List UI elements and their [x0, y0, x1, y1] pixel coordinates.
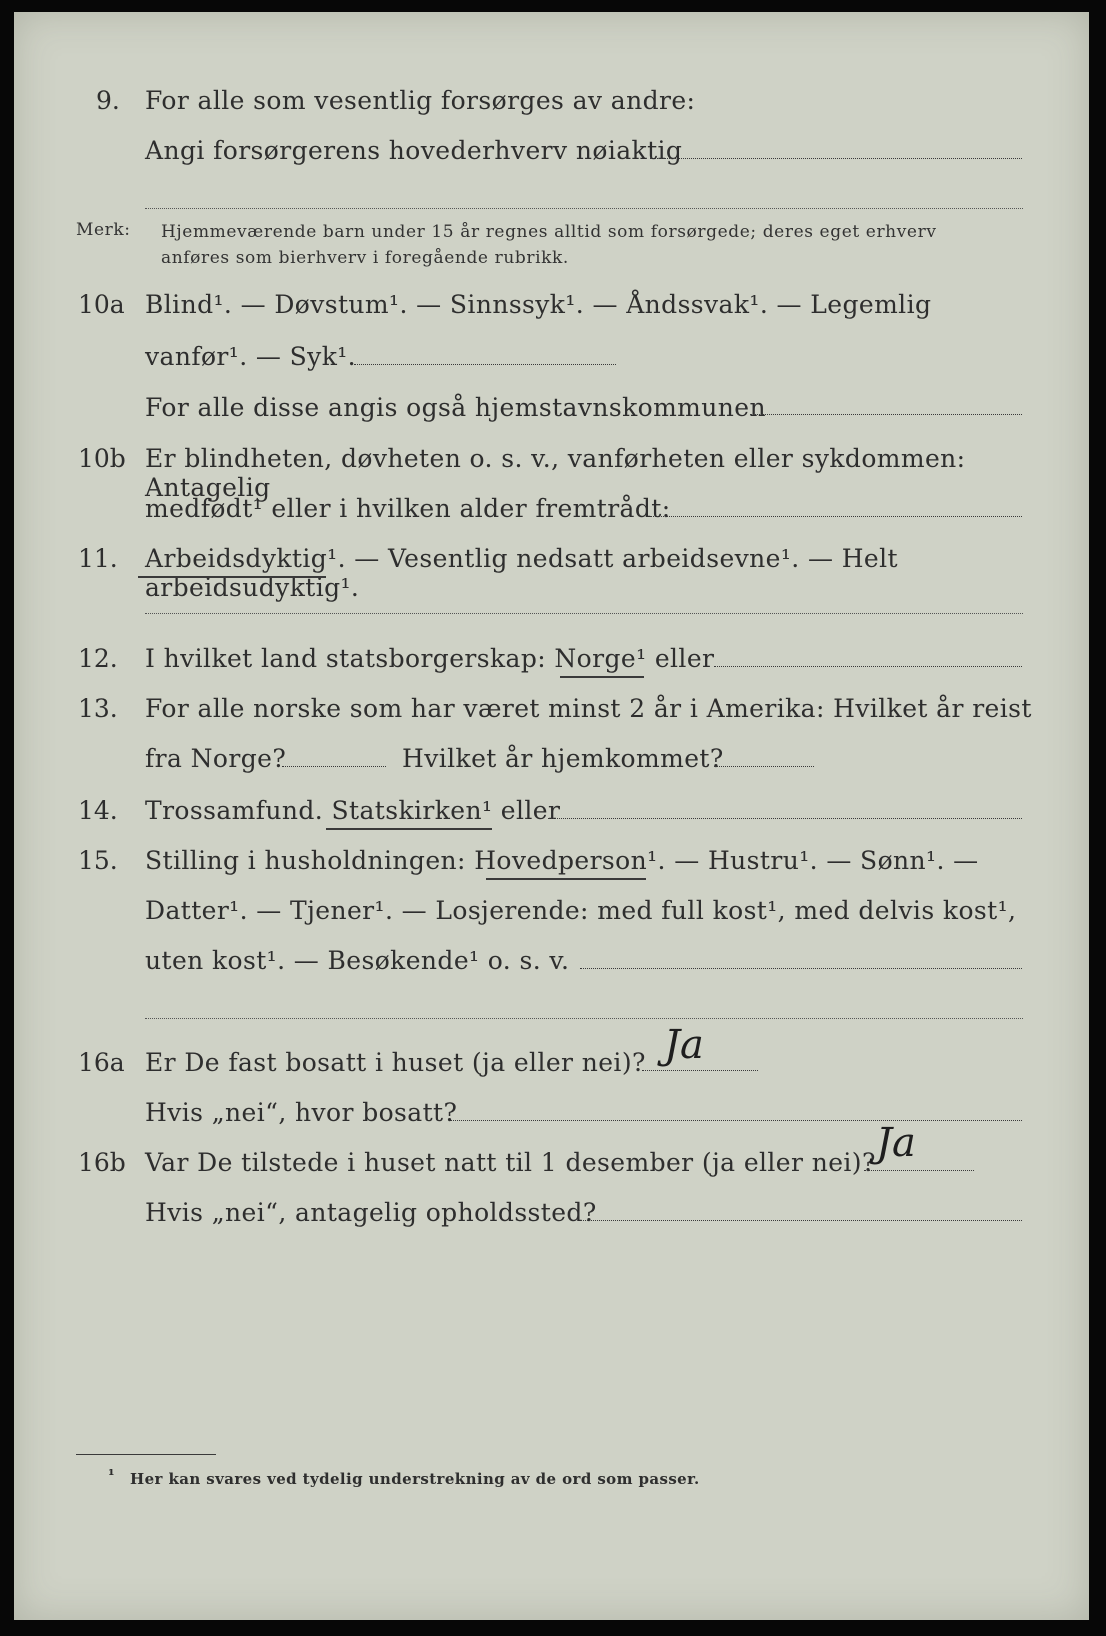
footnote-mark: ¹	[108, 1466, 115, 1484]
q13-line2a: fra Norge?	[145, 744, 287, 773]
q12-underline-norge	[560, 676, 644, 678]
q10a-syk-line[interactable]	[354, 364, 616, 365]
q15-line2: Datter¹. — Tjener¹. — Losjerende: med full kost¹, med delvis kost¹,	[145, 896, 1017, 925]
q16b-line1: Var De tilstede i huset natt til 1 desember (ja eller nei)?	[145, 1148, 876, 1177]
question-number-14: 14.	[78, 796, 118, 825]
question-number-10a: 10a	[78, 290, 125, 319]
q16b-answer-line[interactable]	[864, 1170, 974, 1171]
question-number-15: 15.	[78, 846, 118, 875]
question-number-11: 11.	[78, 544, 118, 573]
question-number-9: 9.	[96, 86, 120, 115]
q15-underline-hovedperson	[486, 878, 646, 880]
footnote-divider	[76, 1454, 216, 1455]
q16a-line2: Hvis „nei“, hvor bosatt?	[145, 1098, 458, 1127]
q12-answer-line[interactable]	[714, 666, 1022, 667]
q10b-line2: medfødt¹ eller i hvilken alder fremtrådt:	[145, 494, 671, 523]
question-number-16a: 16a	[78, 1048, 125, 1077]
q14-underline-statskirken	[326, 828, 492, 830]
merk-line2: anføres som bierhverv i foregående rubrikk.	[161, 248, 569, 268]
q13-hjemkommet-line[interactable]	[714, 766, 814, 767]
q14-line1: Trossamfund. Statskirken¹ eller	[145, 796, 561, 825]
q11-extra-line[interactable]	[145, 613, 1023, 614]
q12-line1: I hvilket land statsborgerskap: Norge¹ eller	[145, 644, 715, 673]
footnote-text: Her kan svares ved tydelig understrekning av de ord som passer.	[130, 1470, 700, 1488]
q15-answer-line[interactable]	[580, 968, 1022, 969]
merk-line1: Hjemmeværende barn under 15 år regnes alltid som forsørgede; deres eget erhverv	[161, 222, 937, 242]
q10b-line1: Er blindheten, døvheten o. s. v., vanførheten eller sykdommen: Antagelig	[145, 444, 966, 502]
question-number-12: 12.	[78, 644, 118, 673]
q13-line2b: Hvilket år hjemkommet?	[402, 744, 724, 773]
q16a-handwritten-answer[interactable]: Ja	[664, 1022, 704, 1068]
q16b-handwritten-answer[interactable]: Ja	[876, 1120, 916, 1166]
q10b-answer-line[interactable]	[650, 516, 1022, 517]
q15-extra-line[interactable]	[145, 1018, 1023, 1019]
q9-answer-line[interactable]	[650, 158, 1022, 159]
q10a-line2: vanfør¹. — Syk¹.	[145, 342, 357, 371]
q16a-answer-line[interactable]	[642, 1070, 758, 1071]
q16a-line1: Er De fast bosatt i huset (ja eller nei)?	[145, 1048, 646, 1077]
form-page	[14, 12, 1089, 1620]
q16b-line2: Hvis „nei“, antagelig opholdssted?	[145, 1198, 597, 1227]
merk-label: Merk:	[76, 220, 131, 240]
q10a-answer-line[interactable]	[750, 414, 1022, 415]
q14-answer-line[interactable]	[548, 818, 1022, 819]
q10a-line1: Blind¹. — Døvstum¹. — Sinnssyk¹. — Åndssvak¹. — Legemlig	[145, 290, 932, 319]
question-number-16b: 16b	[78, 1148, 126, 1177]
q11-underline-arbeidsdyktig	[138, 576, 326, 578]
q9-line1: For alle som vesentlig forsørges av andre:	[145, 86, 696, 115]
q9-line2: Angi forsørgerens hovederhverv nøiaktig	[145, 136, 683, 165]
q13-reist-line[interactable]	[282, 766, 386, 767]
q10a-line3: For alle disse angis også hjemstavnskommunen	[145, 393, 766, 422]
q13-line1: For alle norske som har været minst 2 år i Amerika: Hvilket år reist	[145, 694, 1032, 723]
question-number-13: 13.	[78, 694, 118, 723]
q16b-opholdssted-line[interactable]	[580, 1220, 1022, 1221]
q15-line3: uten kost¹. — Besøkende¹ o. s. v.	[145, 946, 570, 975]
q9-extra-line[interactable]	[145, 208, 1023, 209]
q11-line1: Arbeidsdyktig¹. — Vesentlig nedsatt arbeidsevne¹. — Helt arbeidsudyktig¹.	[145, 544, 898, 602]
q16a-bosatt-line[interactable]	[450, 1120, 1022, 1121]
question-number-10b: 10b	[78, 444, 126, 473]
q15-line1: Stilling i husholdningen: Hovedperson¹. — Hustru¹. — Sønn¹. —	[145, 846, 979, 875]
